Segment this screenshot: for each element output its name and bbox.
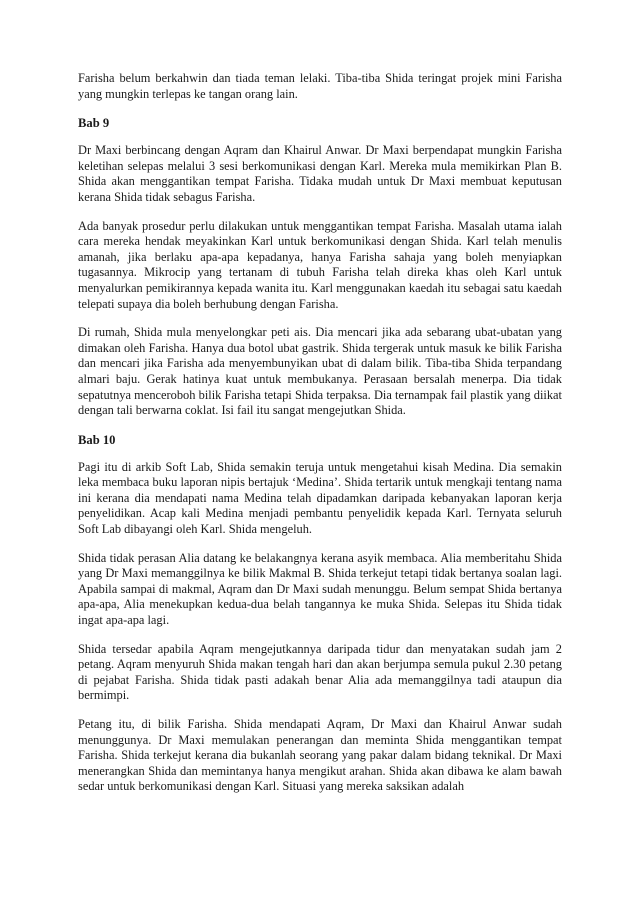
document-page — [78, 71, 562, 808]
paragraph: Shida tersedar apabila Aqram mengejutkannya daripada tidur dan menyatakan sudah jam 2 petang. Aqram menyuruh Shida makan tengah hari dan akan berjumpa semula pukul 2.30 petang di pejabat Farisha. Shida tidak pasti adakah benar Alia ada memanggilnya tadi ataupun dia bermimpi. — [78, 641, 562, 703]
chapter-heading-bab-10: Bab 10 — [78, 432, 116, 447]
paragraph-intro: Farisha belum berkahwin dan tiada teman lelaki. Tiba-tiba Shida teringat projek mini Farisha yang mungkin terlepas ke tangan orang lain. — [78, 71, 562, 101]
paragraph: Pagi itu di arkib Soft Lab, Shida semakin teruja untuk mengetahui kisah Medina. Dia semakin leka membaca buku laporan nipis bertajuk ‘Medina’. Shida tertarik untuk mengkaji tentang nama ini kerana dia mendapati nama Medina telah dipadamkan daripada kebanyakan laporan kerja penyelidikan. Acap kali Medina menjadi pembantu penyelidik kepada Karl. Ternyata seluruh Soft Lab dibayangi oleh Karl. Shida mengeluh. — [78, 459, 562, 537]
chapter-heading-bab-9: Bab 9 — [78, 116, 110, 131]
paragraph: Shida tidak perasan Alia datang ke belakangnya kerana asyik membaca. Alia memberitahu Shida yang Dr Maxi memanggilnya ke bilik Makmal B. Shida terkejut tetapi tidak bertanya soalan lagi. Apabila sampai di makmal, Aqram dan Dr Maxi sudah menunggu. Belum sempat Shida bertanya apa-apa, Alia menekupkan kedua-dua belah tangannya ke muka Shida. Selepas itu Shida tidak ingat apa-apa lagi. — [78, 550, 562, 628]
paragraph: Petang itu, di bilik Farisha. Shida mendapati Aqram, Dr Maxi dan Khairul Anwar sudah menunggunya. Dr Maxi memulakan penerangan dan meminta Shida menggantikan tempat Farisha. Shida terkejut kerana dia bukanlah seorang yang pakar dalam bidang teknikal. Dr Maxi menerangkan Shida dan memintanya hanya mengikut arahan. Shida akan dibawa ke alam bawah sedar untuk berkomunikasi dengan Karl. Situasi yang mereka saksikan adalah — [78, 717, 562, 794]
paragraph: Dr Maxi berbincang dengan Aqram dan Khairul Anwar. Dr Maxi berpendapat mungkin Farisha keletihan selepas melalui 3 sesi berkomunikasi dengan Karl. Mereka mula memikirkan Plan B. Shida akan menggantikan tempat Farisha. Tidaka mudah untuk Dr Maxi membuat keputusan kerana Shida tidak sebagus Farisha. — [78, 143, 562, 204]
paragraph: Di rumah, Shida mula menyelongkar peti ais. Dia mencari jika ada sebarang ubat-ubatan yang dimakan oleh Farisha. Hanya dua botol ubat gastrik. Shida tergerak untuk masuk ke bilik Farisha dan mencari jika Farisha ada menyembunyikan ubat di dalam bilik. Tiba-tiba Shida terpandang almari baju. Gerak hatinya kuat untuk membukanya. Perasaan bersalah menerpa. Dia tidak sepatutnya menceroboh bilik Farisha tetapi Shida terpaksa. Dia ternampak fail plastik yang diikat dengan tali berwarna coklat. Isi fail itu sangat mengejutkan Shida. — [78, 325, 562, 418]
paragraph: Ada banyak prosedur perlu dilakukan untuk menggantikan tempat Farisha. Masalah utama ialah cara mereka hendak meyakinkan Karl untuk berkomunikasi dengan Shida. Karl telah menulis amanah, jika berlaku apa-apa kepadanya, hanya Farisha sahaja yang boleh menyiapkan tugasannya. Mikrocip yang tertanam di tubuh Farisha telah direka khas oleh Karl untuk menyalurkan pemikirannya kepada wanita itu. Karl menggunakan kaedah itu sebagai satu kaedah telepati supaya dia boleh berhubung dengan Farisha. — [78, 218, 562, 311]
